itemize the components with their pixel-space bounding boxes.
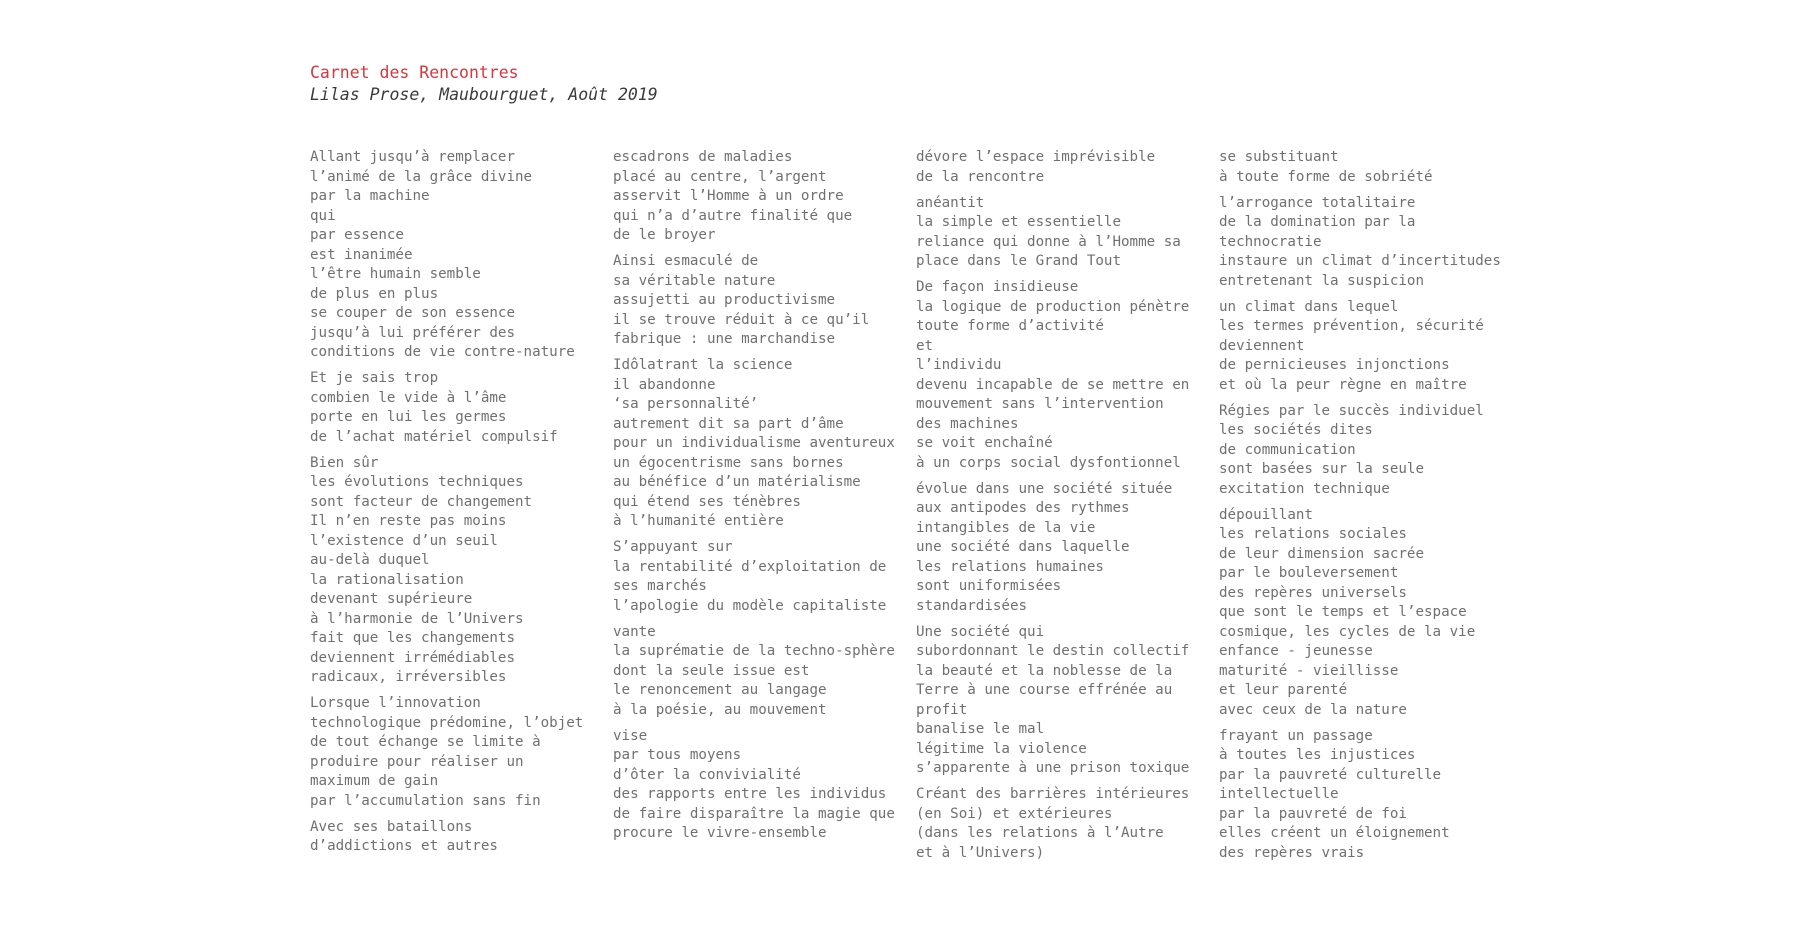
poem-line: Allant jusqu’à remplacer (310, 149, 515, 165)
poem-line: un climat dans lequel (1219, 298, 1399, 315)
poem-line: sont uniformisées (916, 578, 1062, 594)
poem-line: des rapports entre les individus (613, 786, 887, 802)
poem-line: fabrique : une marchandise (613, 331, 836, 347)
stanza (916, 623, 1216, 779)
poem-line: vante (613, 623, 656, 640)
poem-line: jusqu’à lui préférer des (310, 324, 515, 341)
poem-line: frayant un passage (1219, 727, 1373, 744)
poem-column-1 (310, 148, 610, 863)
poem-line: l’arrogance totalitaire (1219, 194, 1416, 211)
stanza (1219, 727, 1519, 864)
poem-line: de tout échange se limite à (310, 734, 541, 750)
poem-line: intangibles de la vie (916, 519, 1096, 536)
poem-line: maturité - vieillisse (1219, 662, 1399, 679)
poem-line: devenu incapable de se mettre en (916, 376, 1190, 393)
poem-line: Il n’en reste pas moins (310, 513, 507, 529)
poem-line: banalise le mal (916, 721, 1045, 737)
poem-line: qui n’a d’autre finalité que (613, 207, 853, 224)
stanza (916, 278, 1216, 473)
poem-line: les relations humaines (916, 558, 1104, 575)
poem-line: les sociétés dites (1219, 422, 1373, 438)
poem-line: s’apparente à une prison toxique (916, 760, 1190, 776)
poem-line: profit (916, 701, 968, 718)
stanza (1219, 506, 1519, 721)
poem-line: à la poésie, au mouvement (613, 701, 827, 718)
poem-line: reliance qui donne à l’Homme sa (916, 233, 1181, 250)
poem-line: les relations sociales (1219, 526, 1407, 542)
poem-line: de plus en plus (310, 285, 439, 302)
poem-line: et où la peur règne en maître (1219, 376, 1467, 393)
poem-line: entretenant la suspicion (1219, 272, 1424, 289)
poem-column-2 (613, 148, 913, 850)
poem-line: conditions de vie contre-nature (310, 344, 575, 360)
poem-line: se voit enchaîné (916, 435, 1053, 451)
poem-line: par la machine (310, 188, 430, 204)
poem-line: la logique de production pénètre (916, 298, 1190, 315)
poem-line: Et je sais trop (310, 370, 439, 386)
poem-column-3 (916, 148, 1216, 870)
poem-line: ses marchés (613, 578, 707, 594)
poem-line: cosmique, les cycles de la vie (1219, 623, 1476, 640)
poem-line: pour un individualisme aventureux (613, 435, 895, 451)
stanza (613, 356, 913, 532)
stanza (1219, 298, 1519, 396)
stanza (613, 727, 913, 844)
stanza (1219, 194, 1519, 292)
poem-line: de communication (1219, 441, 1356, 458)
poem-line: des repères vrais (1219, 844, 1365, 861)
poem-line: au-delà duquel (310, 552, 430, 568)
poem-line: d’addictions et autres (310, 838, 498, 854)
poem-line: standardisées (916, 597, 1028, 614)
poem-line: sont facteur de changement (310, 493, 533, 510)
poem-line: toute forme d’activité (916, 318, 1104, 334)
poem-line: (en Soi) et extérieures (916, 805, 1113, 822)
poem-line: anéantit (916, 194, 985, 211)
poem-line: combien le vide à l’âme (310, 389, 507, 406)
poem-line: des repères universels (1219, 584, 1407, 601)
document-page (310, 62, 1520, 861)
stanza (916, 480, 1216, 617)
poem-line: vise (613, 727, 648, 744)
poem-line: de la domination par la (1219, 214, 1416, 230)
poem-line: de la rencontre (916, 168, 1045, 185)
poem-line: les évolutions techniques (310, 474, 524, 490)
poem-line: de l’achat matériel compulsif (310, 428, 558, 445)
poem-line: par le bouleversement (1219, 565, 1399, 581)
poem-line: légitime la violence (916, 740, 1087, 757)
stanza (1219, 402, 1519, 500)
poem-line: la suprématie de la techno-sphère (613, 643, 895, 659)
poem-line: instaure un climat d’incertitudes (1219, 253, 1501, 269)
poem-line: Lorsque l’innovation (310, 695, 481, 711)
poem-line: de faire disparaître la magie que (613, 805, 895, 822)
poem-line: par essence (310, 227, 404, 243)
poem-line: par la pauvreté culturelle (1219, 766, 1442, 783)
poem-line: aux antipodes des rythmes (916, 500, 1130, 516)
poem-line: à l’humanité entière (613, 513, 784, 529)
poem-line: radicaux, irréversibles (310, 669, 507, 685)
stanza (613, 538, 913, 616)
poem-line: il se trouve réduit à ce qu’il (613, 311, 870, 328)
poem-line: dépouillant (1219, 506, 1313, 523)
poem-line: d’ôter la convivialité (613, 766, 801, 783)
poem-line: De façon insidieuse (916, 279, 1079, 295)
poem-line: par tous moyens (613, 747, 742, 763)
poem-line: la rentabilité d’exploitation de (613, 558, 887, 575)
poem-line: et leur parenté (1219, 682, 1348, 698)
poem-line: sa véritable nature (613, 272, 776, 289)
poem-line: et (916, 337, 934, 354)
poem-line: à l’harmonie de l’Univers (310, 610, 524, 627)
poem-line: la beauté et la noblesse de la (916, 662, 1173, 679)
poem-line: dévore l’espace imprévisible (916, 149, 1156, 165)
poem-line: de leur dimension sacrée (1219, 545, 1424, 562)
poem-line: par l’accumulation sans fin (310, 792, 541, 809)
poem-line: des machines (916, 415, 1019, 432)
poem-line: Idôlatrant la science (613, 357, 793, 373)
stanza (310, 369, 610, 447)
poem-line: se couper de son essence (310, 305, 515, 321)
poem-line: avec ceux de la nature (1219, 701, 1407, 718)
poem-line: l’animé de la grâce divine (310, 168, 533, 185)
poem-line: mouvement sans l’intervention (916, 396, 1164, 412)
poem-line: Ainsi esmaculé de (613, 253, 759, 269)
poem-line: à toute forme de sobriété (1219, 168, 1433, 185)
stanza (310, 818, 610, 857)
poem-line: procure le vivre-ensemble (613, 825, 827, 841)
poem-line: deviennent irrémédiables (310, 649, 515, 666)
poem-line: enfance - jeunesse (1219, 643, 1373, 659)
poem-line: se substituant (1219, 149, 1339, 165)
poem-line: un égocentrisme sans bornes (613, 454, 844, 471)
poem-line: Bien sûr (310, 454, 379, 471)
poem-line: la rationalisation (310, 571, 464, 588)
poem-line: subordonnant le destin collectif (916, 643, 1190, 659)
stanza (310, 454, 610, 688)
poem-line: produire pour réaliser un (310, 753, 524, 770)
stanza (613, 148, 913, 246)
poem-line: et à l’Univers) (916, 844, 1045, 861)
stanza (916, 194, 1216, 272)
poem-line: technocratie (1219, 233, 1322, 250)
poem-line: sont basées sur la seule (1219, 461, 1424, 477)
poem-line: à un corps social dysfontionnel (916, 454, 1181, 471)
poem-line: Terre à une course effrénée au (916, 682, 1173, 698)
poem-line: escadrons de maladies (613, 149, 793, 165)
poem-line: dont la seule issue est (613, 662, 810, 679)
stanza (310, 148, 610, 363)
stanza (613, 252, 913, 350)
stanza (916, 148, 1216, 187)
stanza (916, 785, 1216, 863)
poem-line: fait que les changements (310, 630, 515, 646)
poem-line: par la pauvreté de foi (1219, 805, 1407, 822)
poem-line: intellectuelle (1219, 786, 1339, 802)
poem-line: devenant supérieure (310, 591, 473, 607)
poem-line: une société dans laquelle (916, 539, 1130, 555)
poem-line: assujetti au productivisme (613, 292, 836, 308)
poem-column-4 (1219, 148, 1519, 870)
poem-line: l’existence d’un seuil (310, 532, 498, 549)
poem-line: évolue dans une société située (916, 480, 1173, 497)
poem-line: porte en lui les germes (310, 409, 507, 425)
poem-line: deviennent (1219, 337, 1305, 354)
poem-line: l’être humain semble (310, 266, 481, 282)
poem-line: qui (310, 207, 336, 224)
document-title: Carnet des Rencontres (310, 63, 519, 82)
poem-line: placé au centre, l’argent (613, 168, 827, 185)
poem-line: qui étend ses ténèbres (613, 493, 801, 510)
poem-line: technologique prédomine, l’objet (310, 714, 584, 731)
stanza (1219, 148, 1519, 187)
poem-line: place dans le Grand Tout (916, 253, 1121, 269)
poem-line: ‘sa personnalité’ (613, 396, 759, 412)
poem-line: il abandonne (613, 376, 716, 393)
poem-line: l’apologie du modèle capitaliste (613, 597, 887, 614)
stanza (613, 623, 913, 721)
poem-line: Avec ses bataillons (310, 818, 473, 835)
poem-line: est inanimée (310, 246, 413, 263)
poem-line: S’appuyant sur (613, 539, 733, 555)
poem-line: l’individu (916, 357, 1002, 373)
document-subtitle: Lilas Prose, Maubourguet, Août 2019 (310, 85, 658, 104)
poem-line: Une société qui (916, 623, 1045, 640)
poem-line: de pernicieuses injonctions (1219, 357, 1450, 373)
poem-line: au bénéfice d’un matérialisme (613, 474, 861, 490)
poem-line: excitation technique (1219, 480, 1390, 497)
stanza (310, 694, 610, 811)
poem-line: asservit l’Homme à un ordre (613, 188, 844, 204)
poem-line: la simple et essentielle (916, 214, 1121, 230)
poem-line: (dans les relations à l’Autre (916, 825, 1164, 841)
poem-line: autrement dit sa part d’âme (613, 415, 844, 432)
poem-line: de le broyer (613, 227, 716, 243)
poem-line: maximum de gain (310, 773, 439, 789)
poem-line: que sont le temps et l’espace (1219, 604, 1467, 620)
poem-line: elles créent un éloignement (1219, 825, 1450, 841)
poem-line: les termes prévention, sécurité (1219, 318, 1484, 334)
poem-line: le renoncement au langage (613, 682, 827, 698)
poem-line: à toutes les injustices (1219, 747, 1416, 763)
poem-line: Créant des barrières intérieures (916, 786, 1190, 802)
poem-line: Régies par le succès individuel (1219, 402, 1484, 419)
